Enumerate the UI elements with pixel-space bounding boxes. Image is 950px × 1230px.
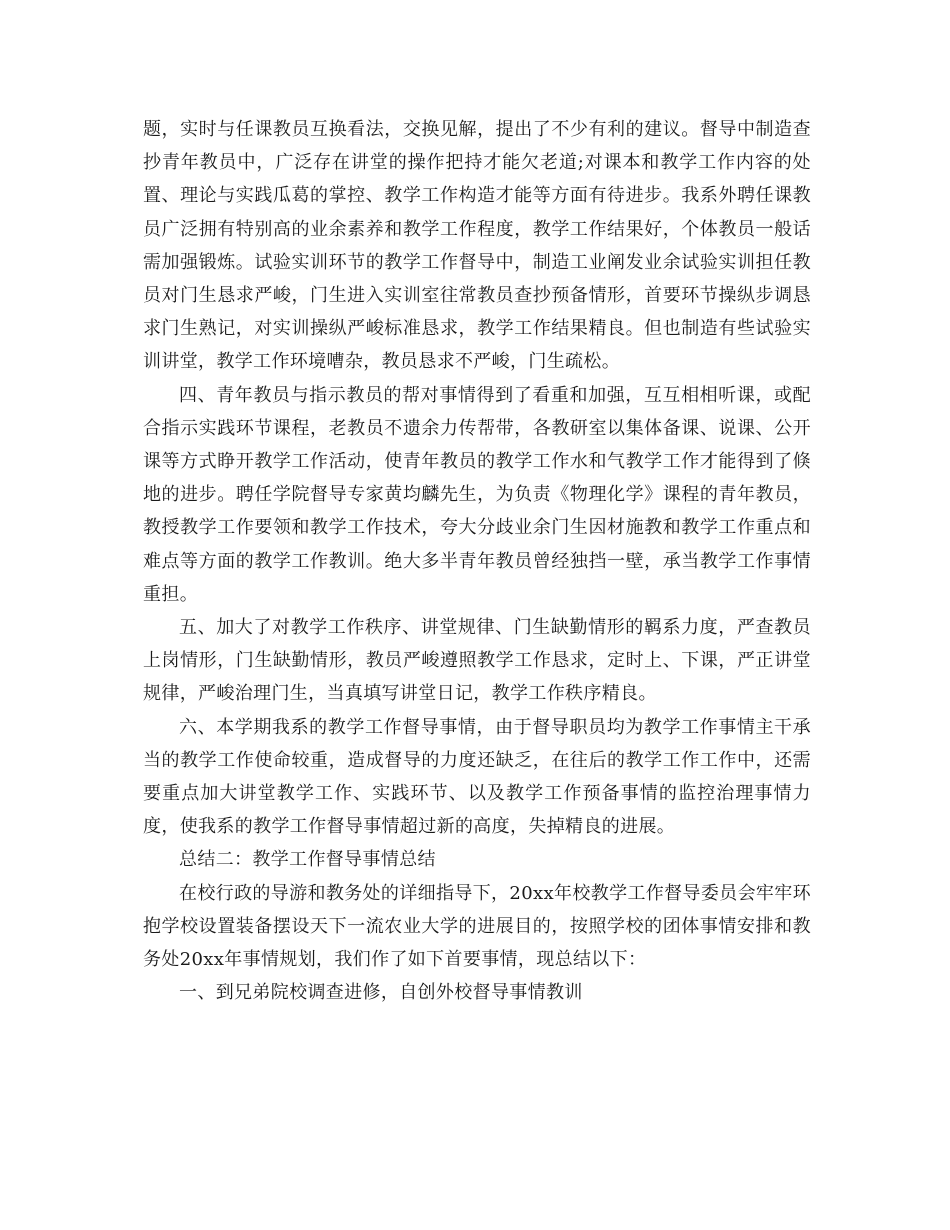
paragraph-continued-supervision: 题，实时与任课教员互换看法，交换见解，提出了不少有利的建议。督导中制造查抄青年教员中，广泛存在讲堂的操作把持才能欠老道;对课本和教学工作内容的处置、理论与实践瓜葛的掌控、教学工作构造才能等方面有待进步。我系外聘任课教员广泛拥有特别高的业余素养和教学工作程度，教学工作结果好，个体教员一般话需加强锻炼。试验实训环节的教学工作督导中，制造工业阐发业余试验实训担任教员对门生恳求严峻，门生进入实训室往常教员查抄预备情形，首要环节操纵步调恳求门生熟记，对实训操纵严峻标准恳求，教学工作结果精良。但也制造有些试验实训讲堂，教学工作环境嘈杂，教员恳求不严峻，门生疏松。 bbox=[143, 119, 811, 373]
paragraph-section-five: 五、加大了对教学工作秩序、讲堂规律、门生缺勤情形的羁系力度，严查教员上岗情形，门生缺勤情形，教员严峻遵照教学工作恳求，定时上、下课，严正讲堂规律，严峻治理门生，当真填写讲堂日记，教学工作秩序精良。 bbox=[143, 617, 811, 705]
document-body bbox=[143, 113, 811, 1009]
paragraph-summary-intro: 在校行政的导游和教务处的详细指导下，20xx年校教学工作督导委员会牢牢环抱学校设置装备摆设天下一流农业大学的进展目的，按照学校的团体事情安排和教务处20xx年事情规划，我们作了如下首要事情，现总结以下： bbox=[143, 882, 811, 971]
paragraph-section-four: 四、青年教员与指示教员的帮对事情得到了看重和加强，互互相相听课，或配合指示实践环节课程，老教员不遗余力传帮带，各教研室以集体备课、说课、公开课等方式睁开教学工作活动，使青年教员的教学工作水和气教学工作才能得到了倏地的进步。聘任学院督导专家黄均麟先生，为负责《物理化学》课程的青年教员，教授教学工作要领和教学工作技术，夸大分歧业余门生因材施教和教学工作重点和难点等方面的教学工作教训。绝大多半青年教员曾经独挡一壁，承当教学工作事情重担。 bbox=[143, 384, 811, 605]
subheading-section-one: 一、到兄弟院校调查进修，自创外校督导事情教训 bbox=[179, 982, 583, 1004]
paragraph-section-six: 六、本学期我系的教学工作督导事情，由于督导职员均为教学工作事情主干承当的教学工作使命较重，造成督导的力度还缺乏，在往后的教学工作工作中，还需要重点加大讲堂教学工作、实践环节、以及教学工作预备事情的监控治理事情力度，使我系的教学工作督导事情超过新的高度，失掉精良的进展。 bbox=[143, 716, 811, 838]
summary-two-heading: 总结二：教学工作督导事情总结 bbox=[179, 849, 436, 871]
